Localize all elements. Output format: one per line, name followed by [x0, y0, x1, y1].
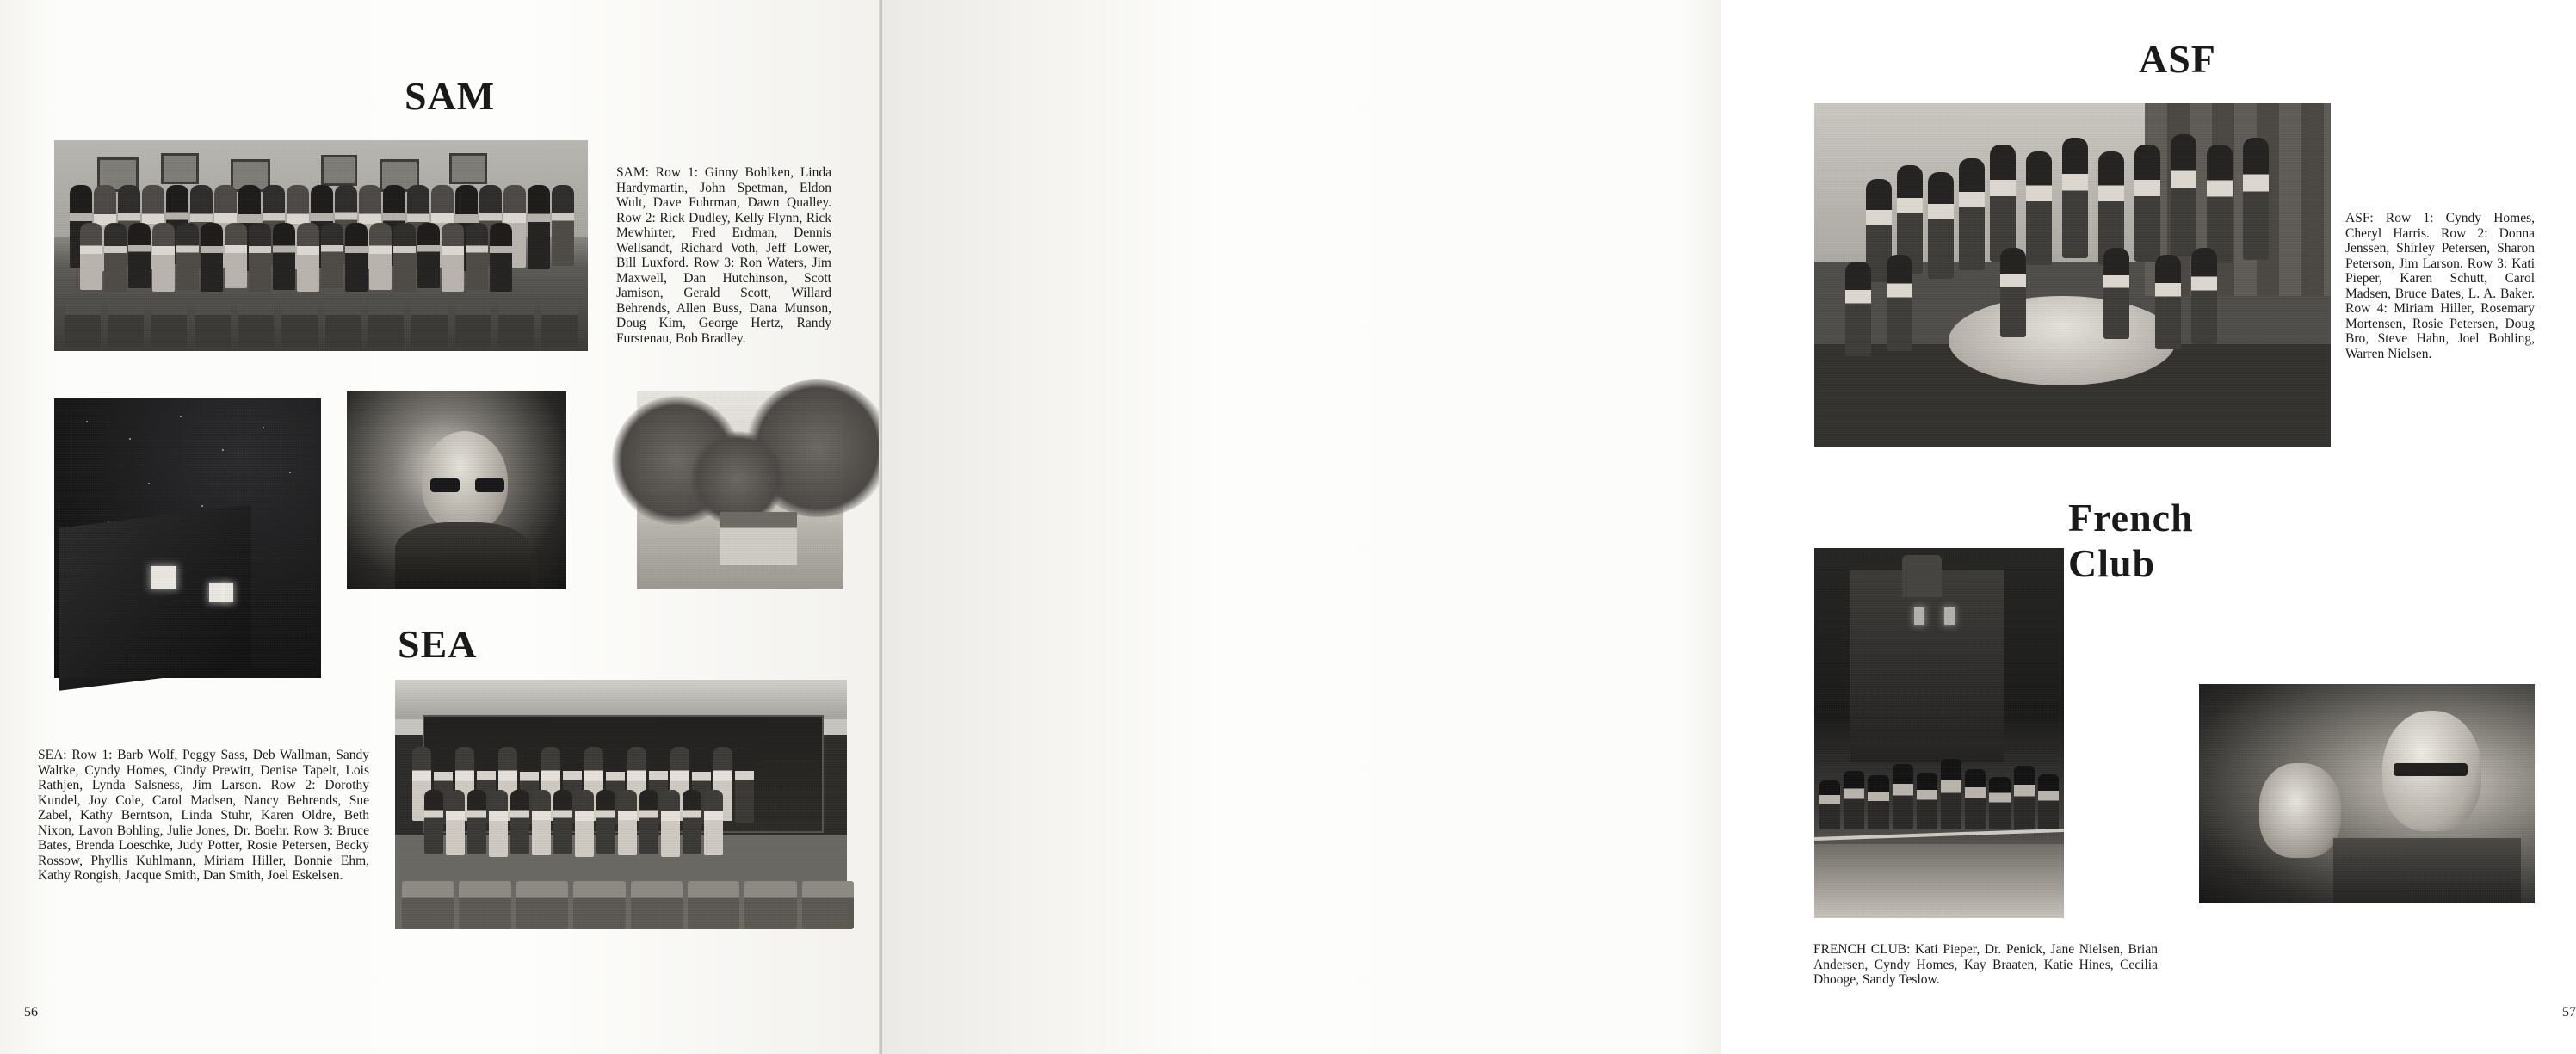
sea-group-photo	[395, 680, 847, 929]
night-building-photo	[54, 398, 321, 678]
french-club-caption: FRENCH CLUB: Kati Pieper, Dr. Penick, Jane Nielsen, Brian Andersen, Cyndy Homes, Kay Braaten, Katie Hines, Cecilia Dhooge, Sandy Teslow.	[1813, 942, 2158, 987]
french-club-night-photo	[1814, 548, 2064, 918]
section-heading-sam: SAM	[405, 74, 496, 118]
left-page	[0, 0, 882, 1054]
asf-group-photo	[1814, 103, 2331, 447]
section-heading-french-club: French Club	[2068, 496, 2194, 585]
page-number-left: 56	[24, 1005, 38, 1020]
sam-group-photo	[54, 140, 588, 351]
sam-caption: SAM: Row 1: Ginny Bohlken, Linda Hardymartin, John Spetman, Eldon Wult, Dave Fuhrman, Dawn Qualley. Row 2: Rick Dudley, Kelly Flynn, Rick Mewhirter, Fred Erdman, Dennis Wellsandt, Richard Voth, Jeff Lower, Bill Luxford. Row 3: Ron Waters, Jim Maxwell, Dan Hutchinson, Scott Jamison, Gerald Scott, Willard Behrends, Allen Buss, Dana Munson, Doug Kim, George Hertz, Randy Furstenau, Bob Bradley.	[616, 165, 831, 346]
section-heading-sea: SEA	[398, 622, 478, 666]
outdoor-shed-photo	[637, 391, 843, 589]
right-page	[882, 0, 2576, 1054]
portrait-photo	[347, 391, 566, 589]
speaker-photo	[2199, 684, 2535, 903]
sea-caption: SEA: Row 1: Barb Wolf, Peggy Sass, Deb Wallman, Sandy Waltke, Cyndy Homes, Cindy Prewitt, Denise Tapelt, Lois Rathjen, Lynda Salsness, Jim Larson. Row 2: Dorothy Kundel, Joy Cole, Carol Madsen, Nancy Behrends, Sue Zabel, Kathy Berntson, Linda Stuhr, Karen Oldre, Beth Nixon, Lavon Bohling, Julie Jones, Dr. Boehr. Row 3: Bruce Bates, Brenda Loeschke, Judy Potter, Rosie Petersen, Becky Rossow, Phyllis Kuhlmann, Miriam Hiller, Bonnie Ehm, Kathy Rongish, Jacque Smith, Dan Smith, Joel Eskelsen.	[38, 748, 369, 883]
section-heading-asf: ASF	[2139, 37, 2216, 81]
asf-caption: ASF: Row 1: Cyndy Homes, Cheryl Harris. Row 2: Donna Jenssen, Shirley Petersen, Sharon Peterson, Jim Larson. Row 3: Kati Pieper, Karen Schutt, Carol Madsen, Bruce Bates, L. A. Baker. Row 4: Miriam Hiller, Rosemary Mortensen, Rosie Petersen, Doug Bro, Steve Hahn, Joel Bohling, Warren Nielsen.	[2345, 211, 2535, 361]
page-number-right: 57	[2562, 1005, 2576, 1020]
